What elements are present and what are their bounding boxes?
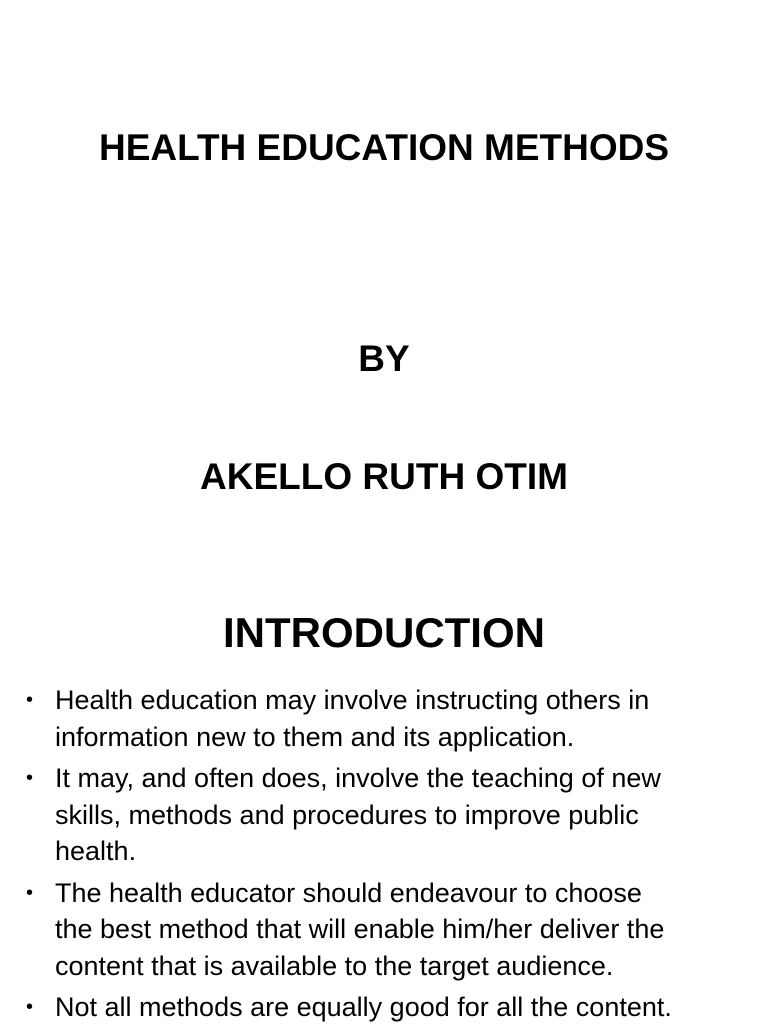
bullet-item — [26, 682, 766, 755]
section-heading: INTRODUCTION — [223, 609, 545, 656]
by-label: BY — [358, 338, 410, 379]
bullet-text-line: It may, and often does, involve the teaching of new — [55, 763, 661, 793]
bullet-text-line: Health education may involve instructing others in — [55, 685, 650, 715]
bullet-dot-icon: • — [26, 689, 34, 711]
slide-title: HEALTH EDUCATION METHODS — [98, 127, 670, 168]
bullet-text-line: content that is available to the target audience. — [55, 950, 614, 981]
bullet-text-line: information new to them and its application. — [55, 721, 575, 752]
bullet-text-line: Not all methods are equally good for all the content. — [55, 992, 672, 1022]
bullet-list — [26, 682, 766, 1031]
bullet-item — [26, 989, 766, 1026]
author-name: AKELLO RUTH OTIM — [200, 456, 568, 497]
bullet-item — [26, 875, 766, 985]
bullet-text-line: The health educator should endeavour to choose — [55, 877, 642, 908]
bullet-text-line: health. — [55, 836, 137, 866]
bullet-item — [26, 760, 766, 870]
bullet-dot-icon: • — [26, 881, 34, 904]
bullet-dot-icon: • — [26, 767, 34, 789]
bullet-text-line: the best method that will enable him/her deliver the — [55, 914, 665, 944]
bullet-dot-icon: • — [26, 996, 34, 1018]
bullet-text-line: skills, methods and procedures to improve public — [55, 799, 639, 830]
